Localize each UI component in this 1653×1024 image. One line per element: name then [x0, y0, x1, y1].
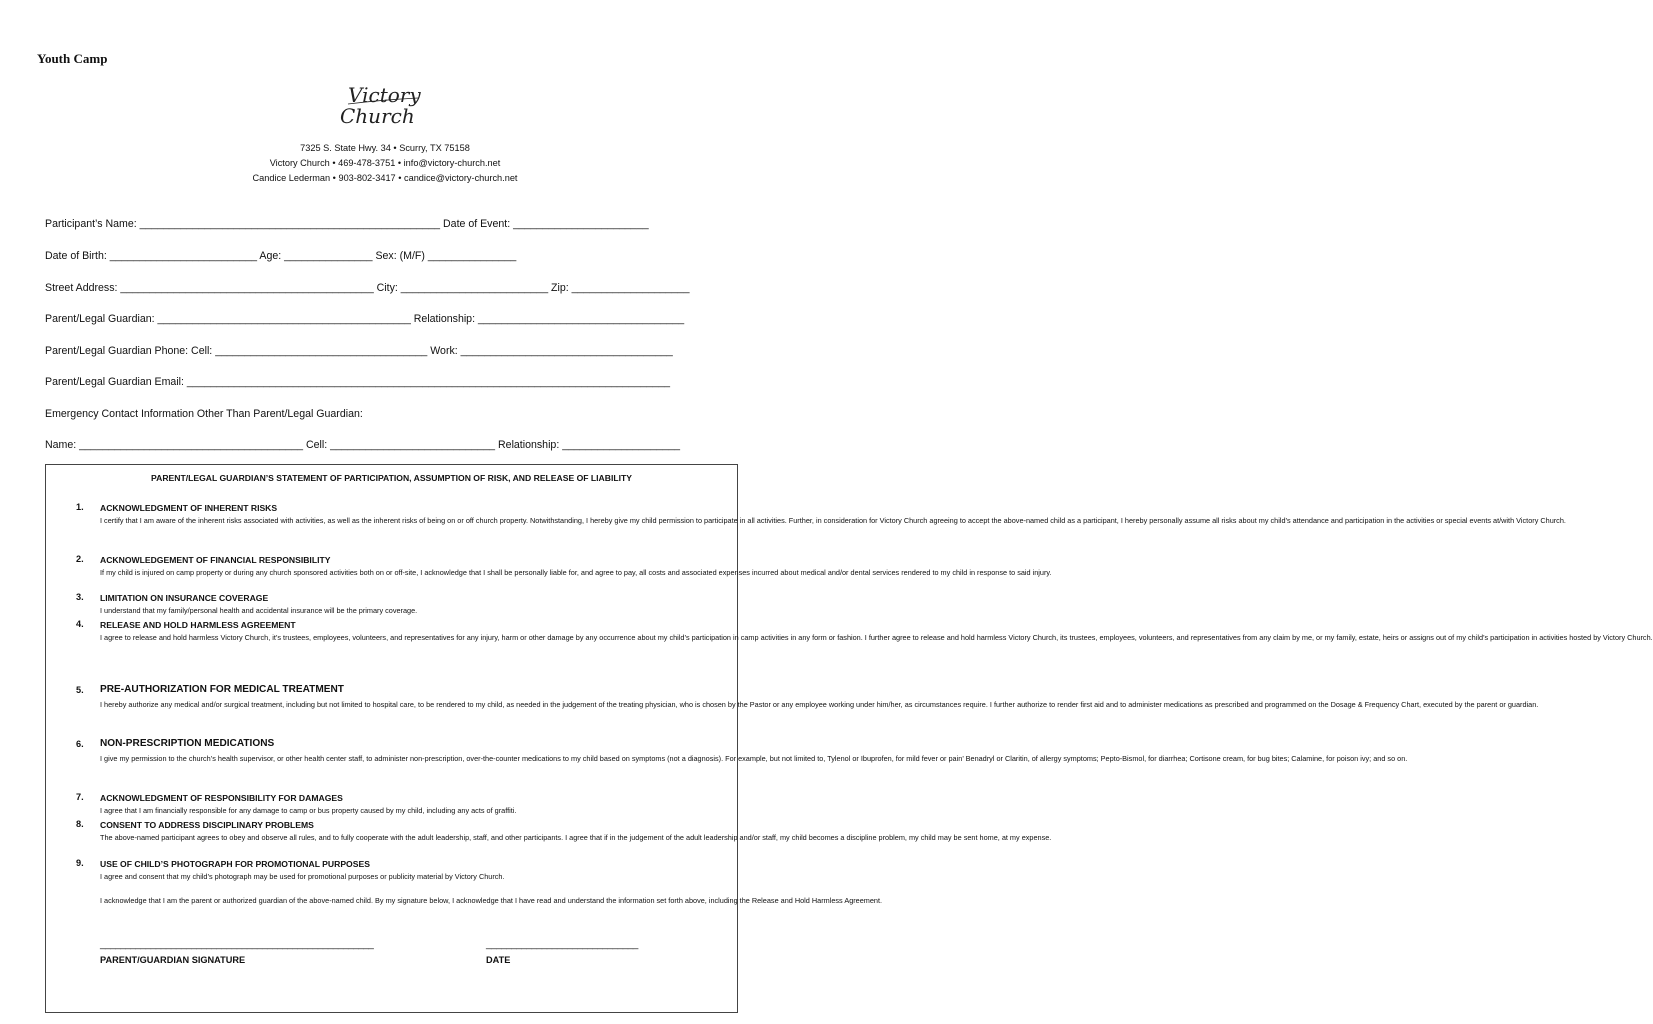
section-body: I understand that my family/personal health and accidental insurance will be the primary coverage.	[100, 606, 418, 615]
section-heading: ACKNOWLEDGEMENT OF FINANCIAL RESPONSIBILITY	[100, 555, 331, 565]
section-heading: RELEASE AND HOLD HARMLESS AGREEMENT	[100, 620, 296, 630]
birth-age-sex-field[interactable]: Date of Birth: _________________________ Age: _______________ Sex: (M/F) _______________	[45, 250, 517, 262]
guardian-field[interactable]: Parent/Legal Guardian: ___________________________________________ Relationship: ___________________________________	[45, 313, 685, 325]
section-body: I agree and consent that my child’s photograph may be used for promotional purposes or publicity material by Victory Church.	[100, 872, 505, 881]
church-contact: Victory Church • 469-478-3751 • info@victory-church.net	[269, 158, 501, 168]
church-address: 7325 S. State Hwy. 34 • Scurry, TX 75158	[300, 143, 470, 153]
section-body: I hereby authorize any medical and/or surgical treatment, including but not limited to hospital care, to be rendered to my child, as needed in the judgement of the treating physician, who is chosen by the Pastor or any employee working under him/her, as circumstances require. I further authorize to render first aid and to administer medications as prescribed and programmed on the Dosage & Frequency Chart, executed by the parent or guardian.	[100, 700, 1539, 709]
section-body: If my child is injured on camp property or during any church sponsored activities both on or off-site, I acknowledge that I shall be personally liable for, and agree to pay, all costs and associated expenses incurred about medical and/or dental services rendered to my child in response to said injury.	[100, 568, 1052, 577]
section-body: I agree that I am financially responsible for any damage to camp or bus property caused by my child, including any acts of graffiti.	[100, 806, 517, 815]
guardian-email-field[interactable]: Parent/Legal Guardian Email: __________________________________________________________________________________	[45, 376, 671, 388]
address-field[interactable]: Street Address: ___________________________________________ City: _________________________ Zip: ____________________	[45, 282, 690, 294]
svg-text:Church: Church	[340, 104, 415, 128]
section-heading: ACKNOWLEDGMENT OF INHERENT RISKS	[100, 503, 278, 513]
coordinator-contact: Candice Lederman • 903-802-3417 • candice@victory-church.net	[252, 173, 518, 183]
section-heading: ACKNOWLEDGMENT OF RESPONSIBILITY FOR DAMAGES	[100, 793, 343, 803]
date-line[interactable]: ______________________________	[486, 939, 638, 950]
statement-title: PARENT/LEGAL GUARDIAN’S STATEMENT OF PARTICIPATION, ASSUMPTION OF RISK, AND RELEASE OF LIABILITY	[151, 473, 632, 483]
section-heading: CONSENT TO ADDRESS DISCIPLINARY PROBLEMS	[100, 820, 314, 830]
guardian-phone-field[interactable]: Parent/Legal Guardian Phone: Cell: ____________________________________ Work: ____________________________________	[45, 345, 673, 357]
release-statement-box: PARENT/LEGAL GUARDIAN’S STATEMENT OF PARTICIPATION, ASSUMPTION OF RISK, AND RELEASE OF LIABILITY 1. ACKNOWLEDGMENT OF INHERENT RISKS I certify that I am aware of the inherent risks associated with activities, as well as the inherent risks of being on or off church property. Notwithstanding, I hereby give my child permission to participate in all activities. Further, in consideration for Victory Church agreeing to accept the above-named child as a participant, I hereby personally assume all risks about my child’s attendance and participation in the activities or special events at/with Victory Church. 2. ACKNOWLEDGEMENT OF FINANCIAL RESPONSIBILITY If my child is injured on camp property or during any church sponsored activities both on or off-site, I acknowledge that I shall be personally liable for, and agree to pay, all costs and associated expenses incurred about medical and/or dental services rendered to my child in response to said injury. 3. LIMITATION ON INSURANCE COVERAGE I understand that my family/personal health and accidental insurance will be the primary coverage. 4. RELEASE AND HOLD HARMLESS AGREEMENT I agree to release and hold harmless Victory Church, it’s trustees, employees, volunteers, and representatives for any injury, harm or other damage by any occurrence about my child’s participation in camp activities in any form or fashion. I further agree to release and hold harmless Victory Church, its trustees, employees, volunteers, and representatives from any claim by me, or my family, estate, heirs or assigns out of my child’s participation in activities hosted by Victory Church. 5. PRE-AUTHORIZATION FOR MEDICAL TREATMENT I hereby authorize any medical and/or surgical treatment, including but not limited to hospital care, to be rendered to my child, as needed in the judgement of the treating physician, who is chosen by the Pastor or any employee working under him/her, as circumstances require. I further authorize to render first aid and to administer medications as prescribed and programmed on the Dosage & Frequency Chart, executed by the parent or guardian. 6. NON-PRESCRIPTION MEDICATIONS I give my permission to the church’s health supervisor, or other health center staff, to administer non-prescription, over-the-counter medications to my child based on symptoms (not a diagnosis). For example, but not limited to, Tylenol or Ibuprofen, for mild fever or pain’ Benadryl or Claritin, of allergy symptoms; Pepto-Bismol, for diarrhea; Cortisone cream, for bug bites; Calamine, for poison ivy; and so on. 7. ACKNOWLEDGMENT OF RESPONSIBILITY FOR DAMAGES I agree that I am financially responsible for any damage to camp or bus property caused by my child, including any acts of graffiti. 8. CONSENT TO ADDRESS DISCIPLINARY PROBLEMS The above-named participant agrees to obey and observe all rules, and to fully cooperate with the adult leadership, staff, and other participants. I agree that if in the judgement of the adult leadership and/or staff, my child becomes a discipline problem, my child may be sent home, at my expense. 9. USE OF CHILD’S PHOTOGRAPH FOR PROMOTIONAL PURPOSES I agree and consent that my child’s photograph may be used for promotional purposes or publicity material by Victory Church. I acknowledge that I am the parent or authorized guardian of the above-named child. By my signature below, I acknowledge that I have read and understand the information set forth above, including the Release and Hold Harmless Agreement. ______________________________________________________ PARENT/GUARDIAN SIGNATURE ______________________________ DATE	[45, 464, 738, 1013]
section-body: I certify that I am aware of the inherent risks associated with activities, as well as the inherent risks of being on or off church property. Notwithstanding, I hereby give my child permission to participate in all activities. Further, in consideration for Victory Church agreeing to accept the above-named child as a participant, I hereby personally assume all risks about my child’s attendance and participation in the activities or special events at/with Victory Church.	[100, 516, 1566, 525]
signature-label: PARENT/GUARDIAN SIGNATURE	[100, 955, 246, 965]
section-body: I agree to release and hold harmless Victory Church, it’s trustees, employees, volunteers, and representatives for any injury, harm or other damage by any occurrence about my child’s participation in camp activities in any form or fashion. I further agree to release and hold harmless Victory Church, its trustees, employees, volunteers, and representatives from any claim by me, or my family, estate, heirs or assigns out of my child’s participation in activities hosted by Victory Church.	[100, 633, 1653, 642]
signature-line[interactable]: ______________________________________________________	[100, 939, 374, 950]
participant-name-field[interactable]: Participant’s Name: ___________________________________________________ Date of Event: _______________________	[45, 218, 649, 230]
acknowledgment-text: I acknowledge that I am the parent or authorized guardian of the above-named child. By my signature below, I acknowledge that I have read and understand the information set forth above, including the Release and Hold Harmless Agreement.	[100, 896, 883, 905]
svg-text:Victory: Victory	[348, 83, 421, 107]
emergency-contact-field[interactable]: Name: ______________________________________ Cell: ____________________________ Relationship: ____________________	[45, 439, 681, 451]
section-body: The above-named participant agrees to obey and observe all rules, and to fully cooperate with the adult leadership, staff, and other participants. I agree that if in the judgement of the adult leadership and/or staff, my child becomes a discipline problem, my child may be sent home, at my expense.	[100, 833, 1052, 842]
section-heading: USE OF CHILD’S PHOTOGRAPH FOR PROMOTIONAL PURPOSES	[100, 859, 370, 869]
victory-church-logo	[330, 80, 440, 130]
section-body: I give my permission to the church’s health supervisor, or other health center staff, to administer non-prescription, over-the-counter medications to my child based on symptoms (not a diagnosis). For example, but not limited to, Tylenol or Ibuprofen, for mild fever or pain’ Benadryl or Claritin, of allergy symptoms; Pepto-Bismol, for diarrhea; Cortisone cream, for bug bites; Calamine, for poison ivy; and so on.	[100, 754, 1408, 763]
page-title: Youth Camp	[37, 51, 108, 66]
emergency-contact-heading: Emergency Contact Information Other Than Parent/Legal Guardian:	[45, 408, 363, 420]
section-heading: PRE-AUTHORIZATION FOR MEDICAL TREATMENT	[100, 684, 344, 695]
date-label: DATE	[486, 955, 511, 965]
section-heading: NON-PRESCRIPTION MEDICATIONS	[100, 738, 275, 749]
section-heading: LIMITATION ON INSURANCE COVERAGE	[100, 593, 269, 603]
